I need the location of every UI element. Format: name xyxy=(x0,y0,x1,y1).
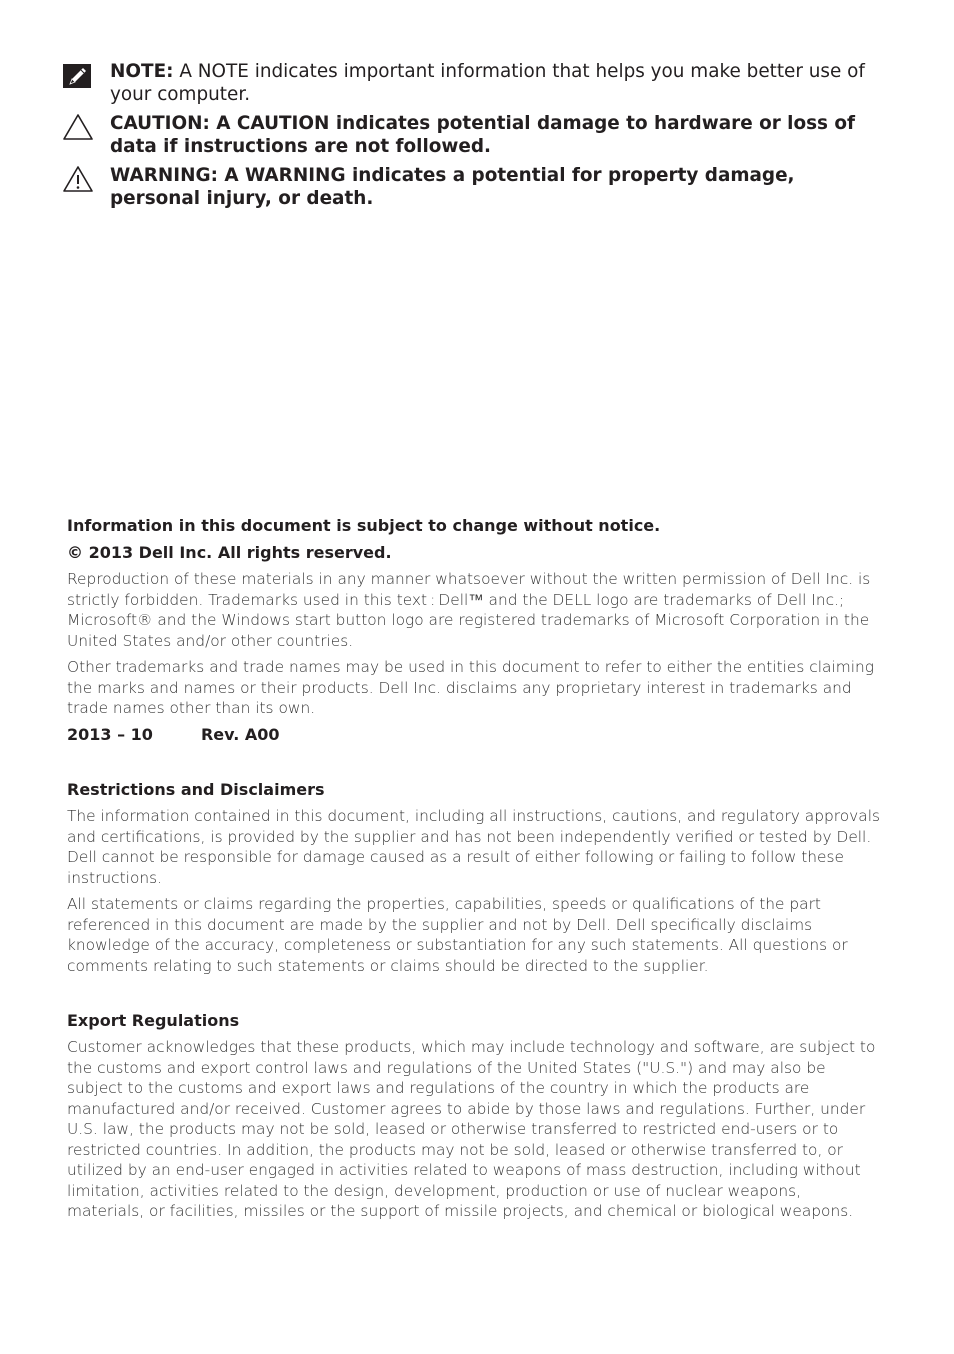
restrictions-paragraph-1: The information contained in this document, including all instructions, cautions, and regulatory approvals and certifications, is provided by the supplier and has not been independently verified or tested by Dell. Dell cannot be responsible for damage caused as a result of either following or failing to follow these instructions. xyxy=(67,807,880,887)
restrictions-title: Restrictions and Disclaimers xyxy=(67,780,325,799)
note-text xyxy=(110,60,882,106)
restrictions-section xyxy=(67,780,882,976)
pencil-note-icon xyxy=(62,61,96,91)
caution-text: CAUTION: A CAUTION indicates potential damage to hardware or loss of data if instructions are not followed. xyxy=(110,113,856,157)
note-label: NOTE: xyxy=(110,61,174,82)
revision-number: Rev. A00 xyxy=(200,724,280,744)
note-notice xyxy=(62,60,882,106)
restrictions-paragraph-2: All statements or claims regarding the properties, capabilities, speeds or qualifications of the part referenced in this document are made by the supplier and not by Dell. Dell specifically disclaims knowledge of the accuracy, completeness or substantiation for any such statements. All questions or comments relating to such statements or claims should be directed to the supplier. xyxy=(67,895,848,975)
export-section xyxy=(67,1011,882,1222)
legal-block xyxy=(67,516,882,745)
warning-text: WARNING: A WARNING indicates a potential for property damage, personal injury, or death. xyxy=(110,165,795,209)
copyright-line: © 2013 Dell Inc. All rights reserved. xyxy=(67,543,392,562)
subject-to-change-line: Information in this document is subject to change without notice. xyxy=(67,516,661,535)
other-trademarks-paragraph: Other trademarks and trade names may be used in this document to refer to either the entities claiming the marks and names or their products. Dell Inc. disclaims any proprietary interest in trademarks and trade names other than its own. xyxy=(67,658,874,717)
caution-notice xyxy=(62,112,882,158)
revision-line xyxy=(67,725,882,745)
caution-triangle-icon xyxy=(62,113,96,143)
reproduction-paragraph: Reproduction of these materials in any manner whatsoever without the written permission of Dell Inc. is strictly forbidden. Trademarks used in this text : Dell™ and the DELL logo are trademarks of Dell Inc.; Microsoft® and the Windows start button logo are registered trademarks of Microsoft Corporation in the United States and/or other countries. xyxy=(67,570,871,650)
note-body: A NOTE indicates important information that helps you make better use of your computer. xyxy=(110,61,865,105)
warning-triangle-icon xyxy=(62,165,96,195)
export-title: Export Regulations xyxy=(67,1011,240,1030)
export-paragraph: Customer acknowledges that these products, which may include technology and software, are subject to the customs and export control laws and regulations of the United States ("U.S.") and may also be subject to the customs and export laws and regulations of the country in which the products are manufactured and/or received. Customer agrees to abide by those laws and regulations. Further, under U.S. law, the products may not be sold, leased or otherwise transferred to restricted end-users or to restricted countries. In addition, the products may not be sold, leased or otherwise transferred to, or utilized by an end-user engaged in activities related to weapons of mass destruction, including without limitation, activities related to the design, development, production or use of nuclear weapons, materials, or facilities, missiles or the support of missile projects, and chemical or biological weapons. xyxy=(67,1038,876,1220)
revision-date: 2013 – 10 xyxy=(67,724,153,744)
warning-notice xyxy=(62,164,882,210)
